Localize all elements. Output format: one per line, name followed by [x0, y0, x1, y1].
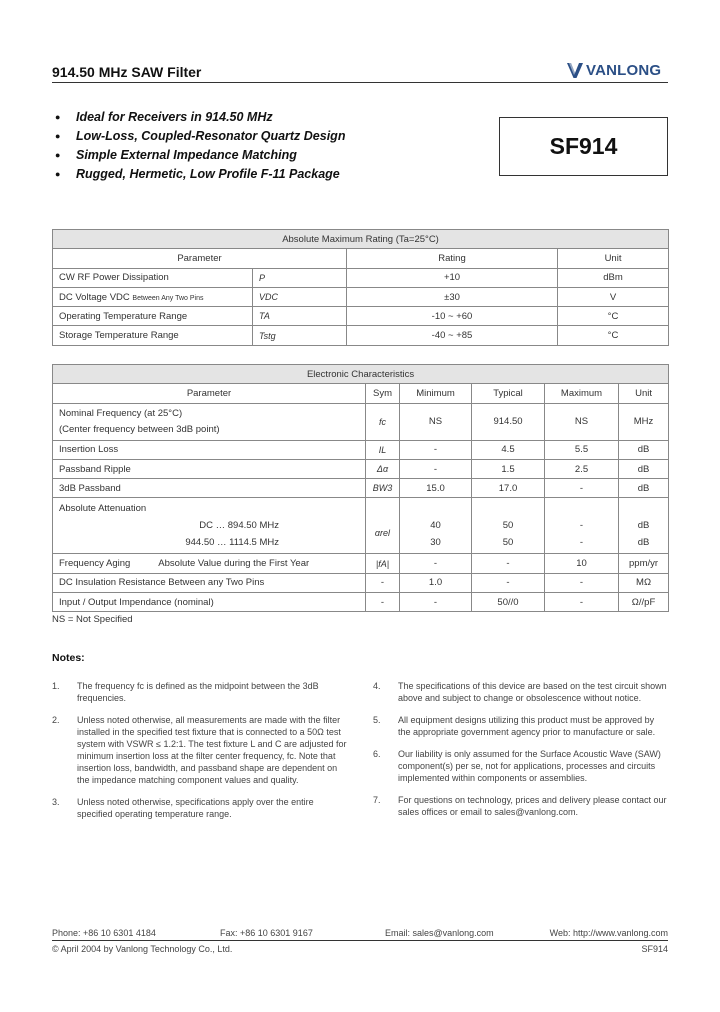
part-number-box: SF914 [499, 117, 668, 176]
table-row: Operating Temperature Range TA -10 ~ +60 °C [53, 307, 669, 326]
bullet-icon: ● [55, 112, 61, 122]
table-row: Insertion Loss IL - 4.5 5.5 dB [53, 440, 669, 459]
column-header: Maximum [545, 384, 619, 403]
footer-divider [52, 940, 668, 941]
note-item: 5. All equipment designs utilizing this product must be approved by the appropriate government agency prior to manufacture or sale. [373, 715, 656, 737]
table-row: 3dB Passband BW3 15.0 17.0 - dB [53, 479, 669, 498]
footer-contact [52, 928, 668, 940]
bullet-icon: ● [55, 169, 61, 179]
feature-item: ● Ideal for Receivers in 914.50 MHz [52, 108, 472, 127]
feature-item: ● Low-Loss, Coupled-Resonator Quartz Design [52, 127, 472, 146]
table-title: Absolute Maximum Rating (Ta=25°C) [53, 230, 669, 249]
footer-web[interactable]: Web: http://www.vanlong.com [549, 928, 668, 938]
feature-item: ● Simple External Impedance Matching [52, 146, 472, 165]
table-row: Storage Temperature Range Tstg -40 ~ +85 °C [53, 326, 669, 345]
column-header: Rating [347, 249, 558, 268]
column-header: Unit [558, 249, 669, 268]
footer-email[interactable]: Email: sales@vanlong.com [385, 928, 494, 938]
table-row: Frequency Aging Absolute Value during the First Year |fA| - - 10 ppm/yr [53, 554, 669, 573]
bullet-icon: ● [55, 150, 61, 160]
footer-phone: Phone: +86 10 6301 4184 [52, 928, 156, 938]
table-row: DC Voltage VDC Between Any Two Pins VDC ±30 V [53, 287, 669, 306]
table-row: Input / Output Impendance (nominal) - - 50//0 - Ω//pF [53, 593, 669, 612]
note-item: 4. The specifications of this device are based on the test circuit shown above and subject to change or obsolescence without notice. [373, 681, 667, 703]
page-title: 914.50 MHz SAW Filter [52, 64, 202, 80]
table-row: Nominal Frequency (at 25°C) (Center frequency between 3dB point) fc NS 914.50 NS MHz [53, 403, 669, 440]
column-header: Parameter [53, 384, 366, 403]
notes-heading: Notes: [52, 652, 85, 664]
note-item: 7. For questions on technology, prices and delivery please contact our sales offices or email to sales@vanlong.com. [373, 795, 667, 817]
footer-fax: Fax: +86 10 6301 9167 [220, 928, 313, 938]
footer-part-number: SF914 [641, 944, 668, 954]
column-header: Unit [619, 384, 669, 403]
footer-bottom [52, 944, 668, 956]
company-logo [566, 60, 661, 80]
column-header: Typical [472, 384, 545, 403]
vanlong-logo-icon [566, 61, 584, 79]
table-title: Electronic Characteristics [53, 365, 669, 384]
notes-right-column [373, 680, 668, 828]
table-row: Passband Ripple Δα - 1.5 2.5 dB [53, 459, 669, 478]
absolute-max-table [52, 229, 669, 346]
feature-item: ● Rugged, Hermetic, Low Profile F-11 Package [52, 165, 472, 184]
bullet-icon: ● [55, 131, 61, 141]
electronic-characteristics-table [52, 364, 669, 612]
header-divider [52, 82, 668, 83]
note-item: 1. The frequency fc is defined as the midpoint between the 3dB frequencies. [52, 681, 319, 703]
note-item: 2. Unless noted otherwise, all measurements are made with the filter installed in the specified test fixture that is connected to a 50Ω test system with VSWR ≤ 1.2:1. The test fixture L and C are adjusted for minimum insertion loss at the filter center frequency, fc. Note that insertion loss, bandwidth, and passband shape are dependent on the impedance matching component values and quality. [52, 715, 347, 785]
table-row: CW RF Power Dissipation P +10 dBm [53, 268, 669, 287]
column-header: Sym [366, 384, 400, 403]
ns-footnote: NS = Not Specified [52, 614, 133, 625]
column-header: Parameter [53, 249, 347, 268]
note-item: 3. Unless noted otherwise, specifications apply over the entire specified operating temperature range. [52, 797, 314, 819]
column-header: Minimum [400, 384, 472, 403]
logo-text: VANLONG [586, 61, 662, 79]
note-item: 6. Our liability is only assumed for the Surface Acoustic Wave (SAW) component(s) per se, not for applications, processes and circuits implemented within components or assemblies. [373, 749, 661, 783]
footer-copyright: © April 2004 by Vanlong Technology Co., Ltd. [52, 944, 233, 954]
table-row: DC Insulation Resistance Between any Two Pins - 1.0 - - MΩ [53, 573, 669, 592]
feature-list [52, 108, 472, 184]
notes-left-column [52, 680, 350, 830]
table-row: Absolute Attenuation DC … 894.50 MHz 944.50 … 1114.5 MHz αrel 40 30 50 50 - - dB dB [53, 498, 669, 554]
